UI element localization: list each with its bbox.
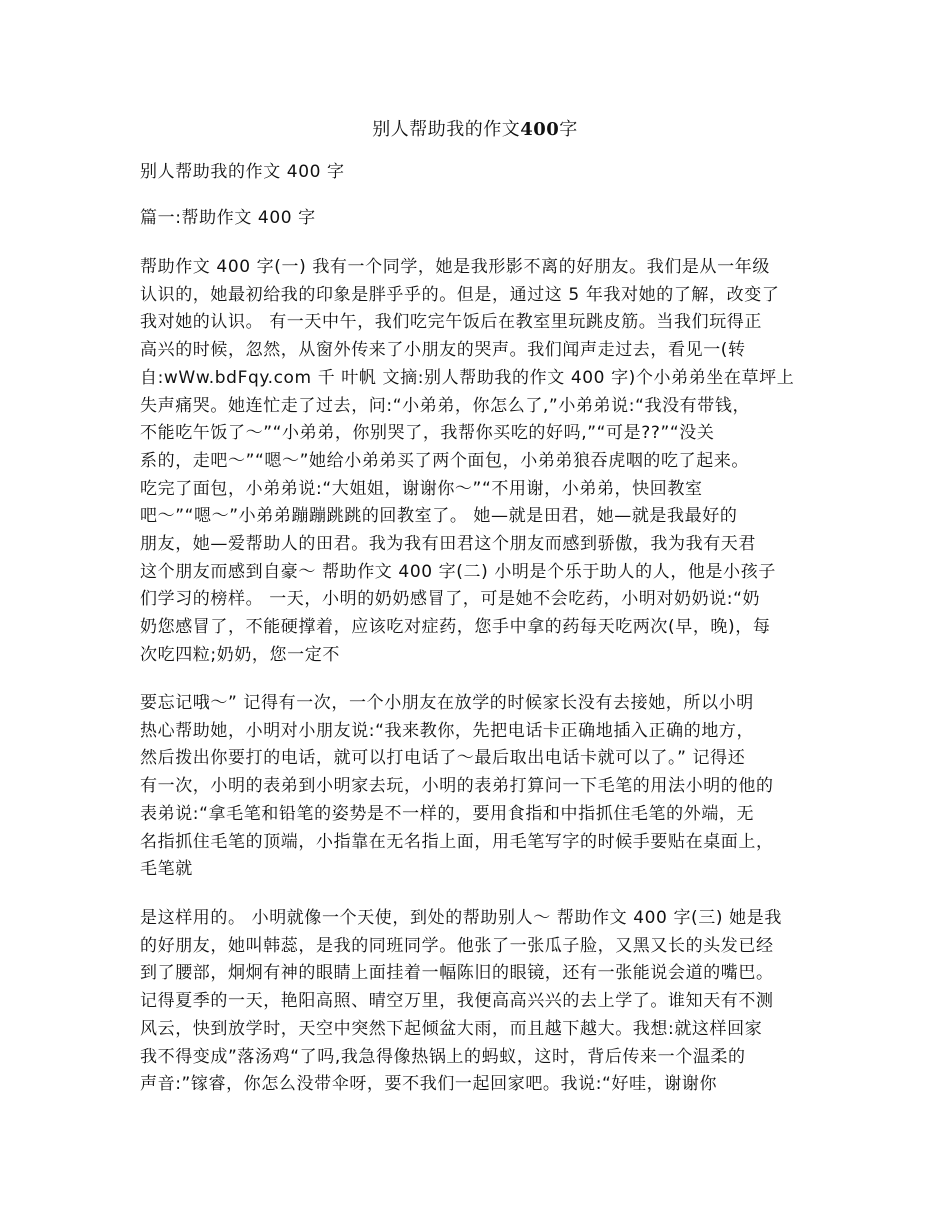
title-text: 别人帮助我的作文 [372,119,521,140]
paragraph-2: 要忘记哦～” 记得有一次，一个小朋友在放学的时候家长没有去接她，所以小明 热心帮助她，小明对小朋友说:“我来教你，先把电话卡正确地插入正确的地方， 然后拨出你要打的电话，就可以打电话了～最后取出电话卡就可以了。” 记得还 有一次，小明的表弟到小明家去玩，小明的表弟打算问一下毛笔的用法小明的他的 表弟说:“拿毛笔和铅笔的姿势是不一样的，要用食指和中指抓住毛笔的外端，无 名指抓住毛笔的顶端，小指靠在无名指上面，用毛笔写字的时候手要贴在桌面上， 毛笔就 [140,693,774,880]
paragraph-3: 是这样用的。 小明就像一个天使，到处的帮助别人～ 帮助作文 400 字(三) 她是我 的好朋友，她叫韩蕊，是我的同班同学。他张了一张瓜子脸，又黑又长的头发已经 到了腰部，炯炯有神的眼睛上面挂着一幅陈旧的眼镜，还有一张能说会道的嘴巴。 记得夏季的一天，艳阳高照、晴空万里，我便高高兴兴的去上学了。谁知天有不测 风云，快到放学时，天空中突然下起倾盆大雨，而且越下越大。我想:就这样回家 我不得变成”落汤鸡“了吗,我急得像热锅上的蚂蚁，这时，背后传来一个温柔的 声音:”镓睿，你怎么没带伞呀，要不我们一起回家吧。我说:“好哇，谢谢你 [140,908,782,1095]
section-heading: 篇一:帮助作文 400 字 [140,208,316,228]
title-suffix: 字 [559,119,578,140]
paragraph-1: 帮助作文 400 字(一) 我有一个同学，她是我形影不离的好朋友。我们是从一年级 认识的，她最初给我的印象是胖乎乎的。但是，通过这 5 年我对她的了解，改变了 我对她的认识。 有一天中午，我们吃完午饭后在教室里玩跳皮筋。当我们玩得正 高兴的时候，忽然，从窗外传来了小朋友的哭声。我们闻声走过去，看见一(转 自:wWw.bdFqy.com 千 叶帆 文摘:别人帮助我的作文 400 字)个小弟弟坐在草坪上 失声痛哭。她连忙走了过去，问:“小弟弟，你怎么了,”小弟弟说:“我没有带钱， 不能吃午饭了～”“小弟弟，你别哭了，我帮你买吃的好吗,”“可是??”“没关 系的，走吧～”“嗯～”她给小弟弟买了两个面包，小弟弟狼吞虎咽的吃了起来。 吃完了面包，小弟弟说:“大姐姐，谢谢你～”“不用谢，小弟弟，快回教室 吧～”“嗯～”小弟弟蹦蹦跳跳的回教室了。 她—就是田君，她—就是我最好的 朋友，她—爱帮助人的田君。我为我有田君这个朋友而感到骄傲，我为我有天君 这个朋友而感到自豪～ 帮助作文 400 字(二) 小明是个乐于助人的人，他是小孩子 们学习的榜样。 一天，小明的奶奶感冒了，可是她不会吃药，小明对奶奶说:“奶 奶您感冒了，不能硬撑着，应该吃对症药，您手中拿的药每天吃两次(早，晚)，每 次吃四粒;奶奶，您一定不 [140,257,795,665]
document-title [0,118,950,142]
document-heading: 别人帮助我的作文 400 字 [140,162,345,182]
title-number: 400 [520,119,560,140]
